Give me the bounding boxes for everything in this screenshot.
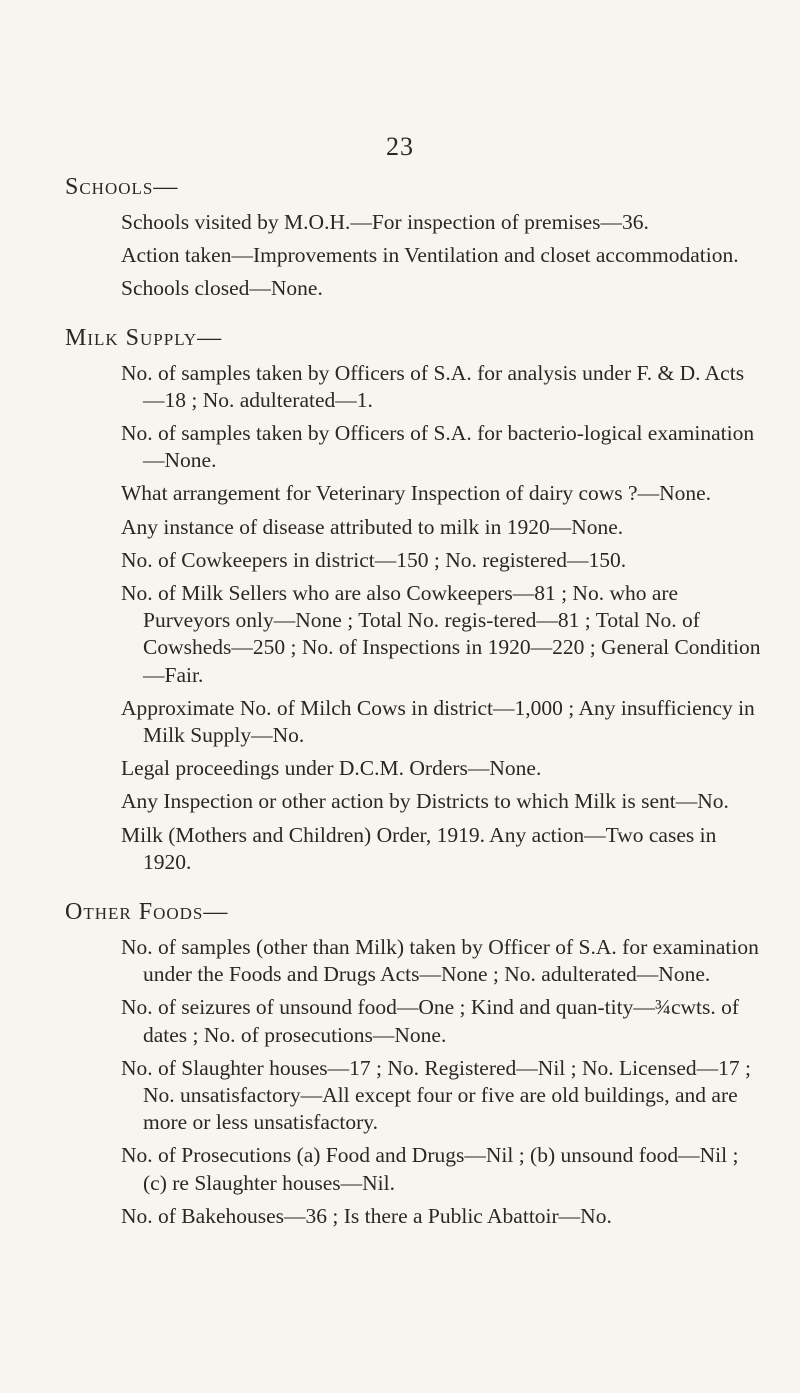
paragraph: No. of Prosecutions (a) Food and Drugs—Nil ; (b) unsound food—Nil ; (c) re Slaughter houses—Nil. bbox=[121, 1143, 739, 1195]
paragraph: Legal proceedings under D.C.M. Orders—None. bbox=[121, 756, 542, 781]
paragraph: Approximate No. of Milch Cows in district—1,000 ; Any insufficiency in Milk Supply—No. bbox=[121, 695, 755, 748]
section-heading: Other Foods— bbox=[65, 899, 229, 926]
paragraph: Any Inspection or other action by Districts to which Milk is sent—No. bbox=[121, 789, 729, 814]
section-other-foods bbox=[65, 896, 765, 1230]
section-heading: Milk Supply— bbox=[65, 324, 223, 351]
paragraph: No. of Cowkeepers in district—150 ; No. registered—150. bbox=[121, 547, 627, 572]
paragraph: Milk (Mothers and Children) Order, 1919. Any action—Two cases in 1920. bbox=[121, 822, 717, 874]
paragraph: What arrangement for Veterinary Inspection of dairy cows ?—None. bbox=[121, 481, 712, 506]
paragraph: Schools closed—None. bbox=[121, 276, 323, 301]
paragraph: No. of samples taken by Officers of S.A. for bacterio-logical examination—None. bbox=[121, 421, 755, 473]
paragraph: No. of Slaughter houses—17 ; No. Registered—Nil ; No. Licensed—17 ; No. unsatisfactory—All except four or five are old buildings, and are more or less unsatisfactory. bbox=[121, 1055, 751, 1135]
section-milk-supply bbox=[65, 322, 765, 876]
paragraph: No. of Milk Sellers who are also Cowkeepers—81 ; No. who are Purveyors only—None ; Total No. regis-tered—81 ; Total No. of Cowsheds—250 ; No. of Inspections in 1920—220 ; General Condition—Fair. bbox=[121, 581, 761, 687]
paragraph: No. of seizures of unsound food—One ; Kind and quan-tity—¾cwts. of dates ; No. of prosecutions—None. bbox=[121, 995, 740, 1047]
section-schools bbox=[65, 171, 765, 303]
paragraph: No. of samples taken by Officers of S.A. for analysis under F. & D. Acts—18 ; No. adulterated—1. bbox=[121, 360, 745, 412]
paragraph: Schools visited by M.O.H.—For inspection of premises—36. bbox=[121, 210, 649, 234]
paragraph: Action taken—Improvements in Ventilation and closet accommodation. bbox=[121, 243, 739, 268]
paragraph: No. of Bakehouses—36 ; Is there a Public Abattoir—No. bbox=[121, 1203, 612, 1228]
page-number: 23 bbox=[386, 132, 414, 161]
document-body bbox=[65, 171, 765, 1236]
section-heading: Schools— bbox=[65, 174, 179, 200]
paragraph: Any instance of disease attributed to milk in 1920—None. bbox=[121, 514, 624, 539]
paragraph: No. of samples (other than Milk) taken by Officer of S.A. for examination under the Foods and Drugs Acts—None ; No. adulterated—None. bbox=[121, 935, 759, 987]
